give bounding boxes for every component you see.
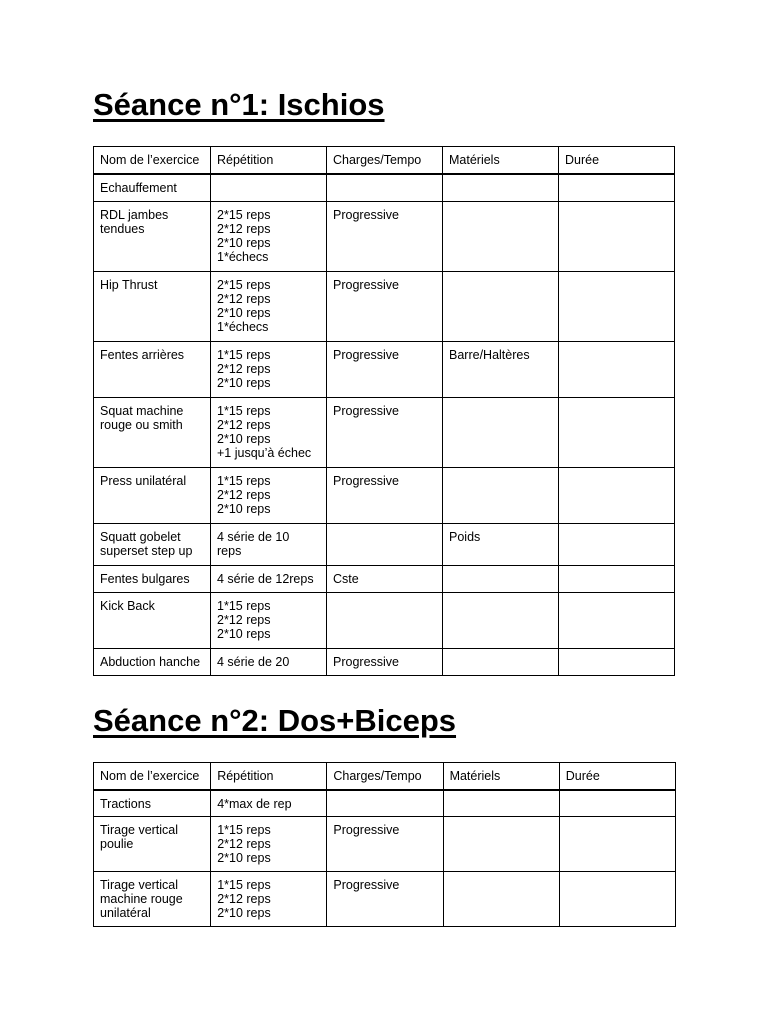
cell-repetition: 1*15 reps 2*12 reps 2*10 reps <box>211 817 327 872</box>
table-row <box>94 398 675 468</box>
cell-repetition: 1*15 reps 2*12 reps 2*10 reps +1 jusqu’à échec <box>211 398 327 468</box>
cell-exercise-name: Squat machine rouge ou smith <box>94 398 211 468</box>
cell-exercise-name: Echauffement <box>94 174 211 202</box>
cell-load-tempo: Progressive <box>327 468 443 524</box>
cell-duration <box>559 202 675 272</box>
cell-equipment <box>443 468 559 524</box>
cell-repetition: 4 série de 10 reps <box>211 524 327 566</box>
cell-duration <box>559 174 675 202</box>
cell-duration <box>559 342 675 398</box>
column-header-exercise-name: Nom de l’exercice <box>94 147 211 174</box>
cell-equipment <box>443 202 559 272</box>
cell-exercise-name: Hip Thrust <box>94 272 211 342</box>
cell-repetition: 1*15 reps 2*12 reps 2*10 reps <box>211 593 327 649</box>
cell-equipment <box>443 593 559 649</box>
cell-duration <box>559 468 675 524</box>
cell-equipment <box>443 649 559 676</box>
cell-repetition: 1*15 reps 2*12 reps 2*10 reps <box>211 342 327 398</box>
table-header <box>94 763 676 790</box>
cell-equipment <box>443 272 559 342</box>
session-1-table <box>93 146 675 676</box>
table-header-row <box>94 763 676 790</box>
column-header-duration: Durée <box>559 147 675 174</box>
column-header-load-tempo: Charges/Tempo <box>327 147 443 174</box>
table-row <box>94 566 675 593</box>
cell-equipment <box>443 817 559 872</box>
cell-load-tempo: Progressive <box>327 342 443 398</box>
table-row <box>94 790 676 817</box>
cell-duration <box>559 790 675 817</box>
table-header <box>94 147 675 174</box>
cell-duration <box>559 398 675 468</box>
cell-duration <box>559 272 675 342</box>
cell-load-tempo: Progressive <box>327 872 443 927</box>
table-row <box>94 202 675 272</box>
table-row <box>94 817 676 872</box>
cell-duration <box>559 872 675 927</box>
cell-exercise-name: Tractions <box>94 790 211 817</box>
table-row <box>94 342 675 398</box>
cell-repetition: 1*15 reps 2*12 reps 2*10 reps <box>211 872 327 927</box>
cell-duration <box>559 524 675 566</box>
cell-exercise-name: Press unilatéral <box>94 468 211 524</box>
cell-load-tempo <box>327 790 443 817</box>
table-row <box>94 593 675 649</box>
table-body <box>94 174 675 676</box>
cell-exercise-name: Squatt gobelet superset step up <box>94 524 211 566</box>
cell-load-tempo: Progressive <box>327 202 443 272</box>
cell-exercise-name: Fentes arrières <box>94 342 211 398</box>
column-header-equipment: Matériels <box>443 147 559 174</box>
table-row <box>94 174 675 202</box>
cell-duration <box>559 566 675 593</box>
column-header-repetition: Répétition <box>211 147 327 174</box>
cell-repetition <box>211 174 327 202</box>
session-1-title: Séance n°1: Ischios <box>93 87 385 122</box>
cell-load-tempo: Progressive <box>327 817 443 872</box>
cell-equipment <box>443 174 559 202</box>
cell-repetition: 2*15 reps 2*12 reps 2*10 reps 1*échecs <box>211 202 327 272</box>
cell-equipment <box>443 790 559 817</box>
table-row <box>94 272 675 342</box>
cell-load-tempo: Progressive <box>327 649 443 676</box>
column-header-equipment: Matériels <box>443 763 559 790</box>
cell-load-tempo: Progressive <box>327 272 443 342</box>
table-row <box>94 468 675 524</box>
cell-repetition: 2*15 reps 2*12 reps 2*10 reps 1*échecs <box>211 272 327 342</box>
cell-load-tempo <box>327 174 443 202</box>
column-header-load-tempo: Charges/Tempo <box>327 763 443 790</box>
column-header-duration: Durée <box>559 763 675 790</box>
cell-repetition: 4*max de rep <box>211 790 327 817</box>
cell-exercise-name: Kick Back <box>94 593 211 649</box>
cell-exercise-name: Abduction hanche <box>94 649 211 676</box>
cell-load-tempo <box>327 593 443 649</box>
cell-duration <box>559 649 675 676</box>
cell-repetition: 4 série de 20 <box>211 649 327 676</box>
table-row <box>94 649 675 676</box>
cell-exercise-name: RDL jambes tendues <box>94 202 211 272</box>
cell-equipment <box>443 566 559 593</box>
cell-load-tempo: Progressive <box>327 398 443 468</box>
table-header-row <box>94 147 675 174</box>
cell-equipment <box>443 872 559 927</box>
cell-equipment: Barre/Haltères <box>443 342 559 398</box>
column-header-exercise-name: Nom de l’exercice <box>94 763 211 790</box>
cell-exercise-name: Tirage vertical machine rouge unilatéral <box>94 872 211 927</box>
session-2-table <box>93 762 676 927</box>
cell-duration <box>559 817 675 872</box>
cell-equipment <box>443 398 559 468</box>
cell-exercise-name: Tirage vertical poulie <box>94 817 211 872</box>
cell-duration <box>559 593 675 649</box>
table-body <box>94 790 676 927</box>
cell-equipment: Poids <box>443 524 559 566</box>
session-2-title: Séance n°2: Dos+Biceps <box>93 703 457 738</box>
column-header-repetition: Répétition <box>211 763 327 790</box>
cell-load-tempo: Cste <box>327 566 443 593</box>
cell-exercise-name: Fentes bulgares <box>94 566 211 593</box>
cell-repetition: 4 série de 12reps <box>211 566 327 593</box>
table-row <box>94 524 675 566</box>
cell-repetition: 1*15 reps 2*12 reps 2*10 reps <box>211 468 327 524</box>
cell-load-tempo <box>327 524 443 566</box>
table-row <box>94 872 676 927</box>
